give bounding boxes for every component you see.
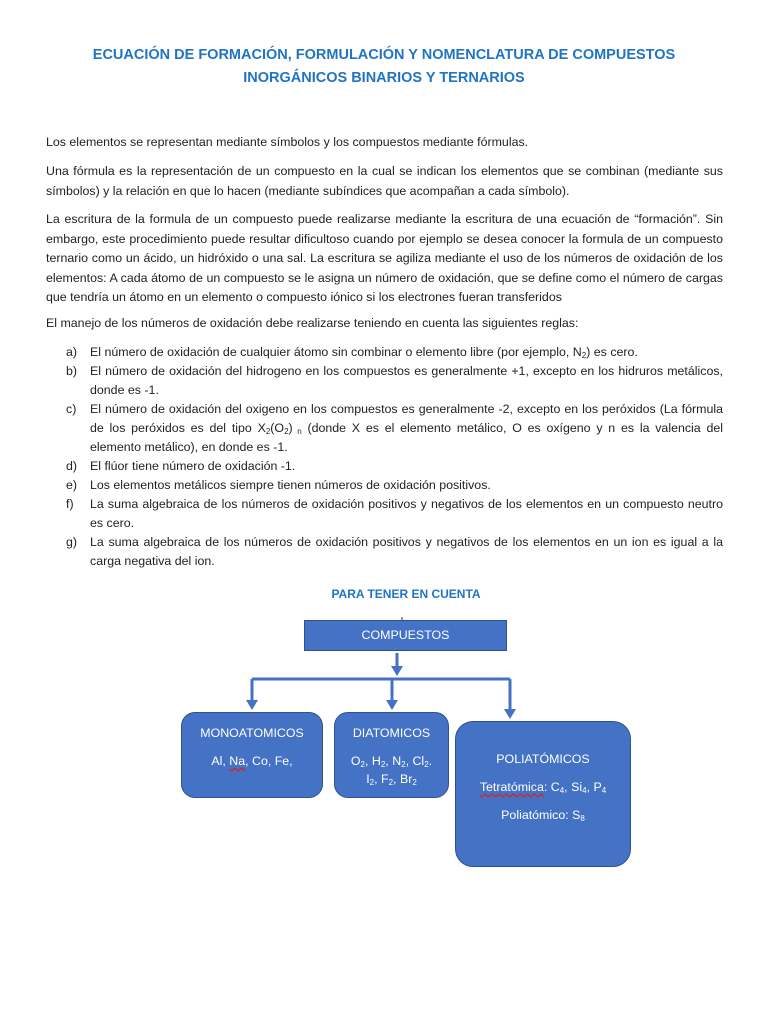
rule-b: b) El número de oxidación del hidrogeno en los compuestos es generalmente +1, excepto en los hidruros metálicos, donde es -1. [66, 364, 723, 397]
paragraph-rules-intro: El manejo de los números de oxidación debe realizarse teniendo en cuenta las siguientes reglas: [46, 316, 579, 330]
paragraph-formula-definition: Una fórmula es la representación de un compuesto en la cual se indican los elementos que se combinan (mediante sus símbolos) y la relación en que lo hacen (mediante subíndices que acompañan a cada símbolo). [46, 164, 723, 198]
poliatomicos-box [455, 721, 631, 867]
rule-g: g) La suma algebraica de los números de oxidación positivos y negativos de los elementos en un ion es igual a la carga negativa del ion. [66, 535, 723, 568]
title-line-1: ECUACIÓN DE FORMACIÓN, FORMULACIÓN Y NOMENCLATURA DE COMPUESTOS [92, 47, 676, 63]
rule-letter: f) [66, 497, 74, 511]
rule-c: c) El número de oxidación del oxigeno en los compuestos es generalmente -2, excepto en los peróxidos (La fórmula de los peróxidos es del tipo $X_2(O_2)$ $_n$ (donde X es el elemento metálico, O es oxígeno y n es la valencia del elemento metálico), en donde es -1. [66, 402, 724, 454]
poliatomico-examples: Poliatómico: $S_8$ [501, 808, 585, 823]
monoatomicos-box [181, 712, 323, 798]
rule-letter: c) [66, 402, 77, 416]
diatomicos-examples-line-1: $O_2$, $H_2$, $N_2$, $Cl_2$. [350, 754, 433, 769]
title-line-2: INORGÁNICOS BINARIOS Y TERNARIOS [243, 70, 525, 86]
paragraph-intro: Los elementos se representan mediante símbolos y los compuestos mediante fórmulas. [46, 135, 529, 149]
compuestos-box [304, 620, 507, 651]
rule-letter: e) [66, 478, 78, 492]
monoatomicos-heading: MONOATOMICOS [200, 726, 304, 740]
arrowhead-poli [504, 709, 516, 719]
tetratomica-examples: Tetratómica: $C_4$, $Si_4$, $P_4$ [479, 780, 607, 795]
diagram-subtitle: PARA TENER EN CUENTA [331, 587, 481, 601]
arrowhead-mono [246, 700, 258, 710]
diatomicos-heading: DIATOMICOS [352, 726, 431, 740]
arrowhead-root [391, 666, 403, 676]
diatomicos-examples-line-2: $I_2$, $F_2$, $Br_2$ [366, 772, 417, 787]
rule-letter: d) [66, 459, 78, 473]
rule-letter: a) [66, 345, 78, 359]
rule-e: e) Los elementos metálicos siempre tienen números de oxidación positivos. [46, 476, 723, 495]
rule-d: d) El flúor tiene número de oxidación -1. [46, 457, 723, 476]
diatomicos-box [334, 712, 449, 798]
arrowhead-dia [386, 700, 398, 710]
poliatomicos-heading: POLIATÓMICOS [496, 752, 590, 766]
paragraph-oxidation-explanation: La escritura de la formula de un compuesto puede realizarse mediante la escritura de una ecuación de “formación”. Sin embargo, este procedimiento puede resultar dificultoso cuando por ejemplo se desea conocer la formula de un compuesto ternario como un ácido, un hidróxido o una sal. La escritura se agiliza mediante el uso de los números de oxidación de los elementos: A cada átomo de un compuesto se le asigna un número de oxidación, que se define como el número de cargas que tendría un átomo en un elemento o compuesto iónico si los electrones fueran transferidos [46, 212, 723, 304]
monoatomicos-examples: Al, Na, Co, Fe, [211, 754, 293, 768]
rule-letter: b) [66, 364, 78, 378]
rule-f: f) La suma algebraica de los números de oxidación positivos y negativos de los elementos en un compuesto neutro es cero. [66, 497, 723, 530]
rule-a: a) El número de oxidación de cualquier átomo sin combinar o elemento libre (por ejemplo, $N_2$) es cero. [66, 345, 638, 360]
rule-letter: g) [66, 535, 78, 549]
compuestos-label: COMPUESTOS [361, 628, 450, 642]
